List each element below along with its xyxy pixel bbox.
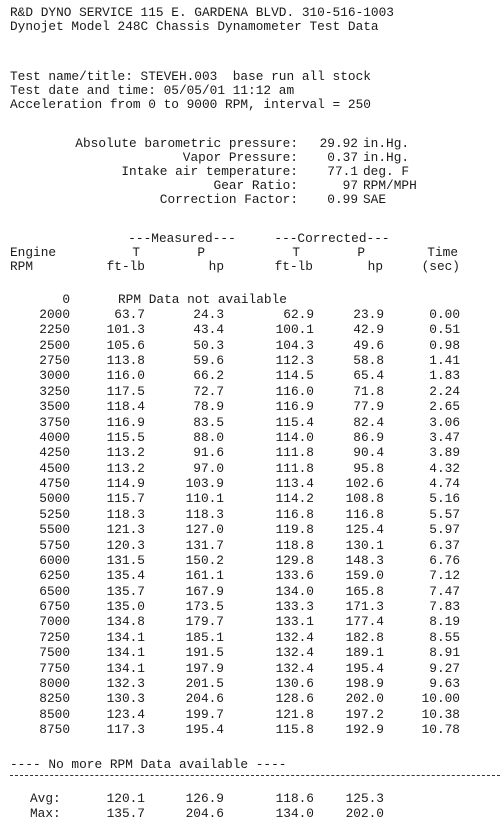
corrected-torque-cell: 111.8 <box>275 461 314 476</box>
measured-power-cell: 161.1 <box>185 568 224 583</box>
corrected-power-cell: 90.4 <box>353 445 384 460</box>
rpm-cell: 2750 <box>39 353 70 368</box>
sec-header: (sec) <box>421 259 460 274</box>
measured-torque-cell: 134.1 <box>106 661 145 676</box>
time-cell: 10.38 <box>421 707 460 722</box>
measured-torque-cell: 135.4 <box>106 568 145 583</box>
zero-rpm-note: RPM Data not available <box>118 292 287 307</box>
rpm-cell: 3250 <box>39 384 70 399</box>
measured-torque-cell: 118.4 <box>106 399 145 414</box>
time-cell: 2.65 <box>429 399 460 414</box>
corrected-power-cell: 159.0 <box>345 568 384 583</box>
time-cell: 8.19 <box>429 614 460 629</box>
condition-unit: RPM/MPH <box>363 178 417 193</box>
time-cell: 10.78 <box>421 722 460 737</box>
time-cell: 8.91 <box>429 645 460 660</box>
measured-power-cell: 50.3 <box>193 338 224 353</box>
corrected-power-cell: 95.8 <box>353 461 384 476</box>
measured-power-cell: 43.4 <box>193 322 224 337</box>
measured-torque-cell: 120.3 <box>106 538 145 553</box>
summary-label: Avg: <box>30 791 61 806</box>
measured-power-cell: 97.0 <box>193 461 224 476</box>
zero-rpm: 0 <box>62 292 70 307</box>
rpm-cell: 6000 <box>39 553 70 568</box>
measured-power-cell: 110.1 <box>185 491 224 506</box>
measured-torque-cell: 131.5 <box>106 553 145 568</box>
corrected-torque-cell: 116.0 <box>275 384 314 399</box>
measured-torque-cell: 134.8 <box>106 614 145 629</box>
measured-torque-cell: 134.1 <box>106 645 145 660</box>
time-cell: 3.06 <box>429 415 460 430</box>
measured-power-cell: 131.7 <box>185 538 224 553</box>
measured-power-cell: 197.9 <box>185 661 224 676</box>
measured-hp-header: hp <box>208 259 224 274</box>
rpm-cell: 8250 <box>39 691 70 706</box>
measured-torque-cell: 116.9 <box>106 415 145 430</box>
rpm-header: RPM <box>10 259 34 274</box>
measured-torque-cell: 113.2 <box>106 445 145 460</box>
condition-label: Gear Ratio: <box>213 178 298 193</box>
corrected-power-cell: 165.8 <box>345 584 384 599</box>
condition-value: 29.92 <box>319 136 358 151</box>
time-cell: 0.51 <box>429 322 460 337</box>
summary-value: 120.1 <box>106 791 145 806</box>
measured-power-cell: 66.2 <box>193 368 224 383</box>
corrected-power-cell: 171.3 <box>345 599 384 614</box>
corrected-torque-cell: 133.1 <box>275 614 314 629</box>
measured-power-cell: 201.5 <box>185 676 224 691</box>
corrected-torque-cell: 114.5 <box>275 368 314 383</box>
rpm-cell: 4000 <box>39 430 70 445</box>
corrected-torque-cell: 132.4 <box>275 661 314 676</box>
time-cell: 8.55 <box>429 630 460 645</box>
corrected-ftlb-header: ft-lb <box>274 259 313 274</box>
measured-power-cell: 59.6 <box>193 353 224 368</box>
measured-power-cell: 103.9 <box>185 476 224 491</box>
corrected-power-cell: 148.3 <box>345 553 384 568</box>
measured-power-cell: 191.5 <box>185 645 224 660</box>
time-cell: 4.74 <box>429 476 460 491</box>
corrected-torque-cell: 115.8 <box>275 722 314 737</box>
condition-label: Vapor Pressure: <box>182 150 298 165</box>
rpm-cell: 7250 <box>39 630 70 645</box>
condition-label: Intake air temperature: <box>121 164 298 179</box>
corrected-power-cell: 182.8 <box>345 630 384 645</box>
corrected-torque-cell: 119.8 <box>275 522 314 537</box>
rpm-cell: 5250 <box>39 507 70 522</box>
measured-power-cell: 195.4 <box>185 722 224 737</box>
measured-power-cell: 185.1 <box>185 630 224 645</box>
condition-value: 77.1 <box>327 164 358 179</box>
rpm-cell: 5000 <box>39 491 70 506</box>
time-cell: 5.97 <box>429 522 460 537</box>
measured-torque-cell: 132.3 <box>106 676 145 691</box>
end-of-data-note: ---- No more RPM Data available ---- <box>10 757 287 772</box>
rpm-cell: 2000 <box>39 307 70 322</box>
rpm-cell: 6250 <box>39 568 70 583</box>
rpm-cell: 2250 <box>39 322 70 337</box>
corrected-power-cell: 71.8 <box>353 384 384 399</box>
measured-power-cell: 204.6 <box>185 691 224 706</box>
measured-header: ---Measured--- <box>128 231 236 246</box>
condition-value: 0.37 <box>327 150 358 165</box>
corrected-header: ---Corrected--- <box>274 231 390 246</box>
time-cell: 6.76 <box>429 553 460 568</box>
corrected-torque-cell: 129.8 <box>275 553 314 568</box>
condition-label: Correction Factor: <box>159 192 298 207</box>
summary-value: 125.3 <box>345 791 384 806</box>
measured-t-header: T <box>132 245 140 260</box>
rpm-cell: 7000 <box>39 614 70 629</box>
time-cell: 7.12 <box>429 568 460 583</box>
measured-torque-cell: 105.6 <box>106 338 145 353</box>
corrected-power-cell: 86.9 <box>353 430 384 445</box>
measured-power-cell: 118.3 <box>185 507 224 522</box>
corrected-torque-cell: 116.8 <box>275 507 314 522</box>
time-cell: 5.16 <box>429 491 460 506</box>
measured-power-cell: 173.5 <box>185 599 224 614</box>
time-cell: 9.27 <box>429 661 460 676</box>
rpm-cell: 4250 <box>39 445 70 460</box>
rpm-cell: 2500 <box>39 338 70 353</box>
measured-ftlb-header: ft-lb <box>106 259 145 274</box>
measured-torque-cell: 123.4 <box>106 707 145 722</box>
dyno-model-header: Dynojet Model 248C Chassis Dynamometer Test Data <box>10 19 379 34</box>
corrected-torque-cell: 114.0 <box>275 430 314 445</box>
time-cell: 2.24 <box>429 384 460 399</box>
rpm-cell: 6750 <box>39 599 70 614</box>
time-cell: 0.00 <box>429 307 460 322</box>
corrected-torque-cell: 133.6 <box>275 568 314 583</box>
time-cell: 7.83 <box>429 599 460 614</box>
measured-power-cell: 72.7 <box>193 384 224 399</box>
measured-torque-cell: 135.7 <box>106 584 145 599</box>
time-cell: 3.89 <box>429 445 460 460</box>
corrected-torque-cell: 100.1 <box>275 322 314 337</box>
corrected-torque-cell: 118.8 <box>275 538 314 553</box>
corrected-torque-cell: 134.0 <box>275 584 314 599</box>
time-cell: 7.47 <box>429 584 460 599</box>
condition-unit: in.Hg. <box>363 150 410 165</box>
corrected-torque-cell: 133.3 <box>275 599 314 614</box>
acceleration-range: Acceleration from 0 to 9000 RPM, interval = 250 <box>10 97 371 112</box>
corrected-power-cell: 116.8 <box>345 507 384 522</box>
time-cell: 9.63 <box>429 676 460 691</box>
corrected-torque-cell: 104.3 <box>275 338 314 353</box>
condition-unit: SAE <box>363 192 387 207</box>
measured-torque-cell: 115.7 <box>106 491 145 506</box>
summary-value: 134.0 <box>275 806 314 821</box>
measured-torque-cell: 116.0 <box>106 368 145 383</box>
rpm-cell: 7500 <box>39 645 70 660</box>
corrected-power-cell: 197.2 <box>345 707 384 722</box>
corrected-power-cell: 189.1 <box>345 645 384 660</box>
test-name: Test name/title: STEVEH.003 base run all stock <box>10 69 371 84</box>
corrected-torque-cell: 115.4 <box>275 415 314 430</box>
engine-header: Engine <box>10 245 57 260</box>
condition-value: 97 <box>342 178 358 193</box>
corrected-power-cell: 198.9 <box>345 676 384 691</box>
time-cell: 3.47 <box>429 430 460 445</box>
time-header: Time <box>427 245 458 260</box>
corrected-torque-cell: 132.4 <box>275 630 314 645</box>
rpm-cell: 7750 <box>39 661 70 676</box>
corrected-power-cell: 58.8 <box>353 353 384 368</box>
measured-power-cell: 91.6 <box>193 445 224 460</box>
measured-torque-cell: 130.3 <box>106 691 145 706</box>
summary-value: 126.9 <box>185 791 224 806</box>
summary-value: 202.0 <box>345 806 384 821</box>
corrected-torque-cell: 114.2 <box>275 491 314 506</box>
corrected-torque-cell: 132.4 <box>275 645 314 660</box>
summary-value: 204.6 <box>185 806 224 821</box>
condition-unit: in.Hg. <box>363 136 410 151</box>
corrected-t-header: T <box>292 245 300 260</box>
corrected-torque-cell: 128.6 <box>275 691 314 706</box>
measured-power-cell: 83.5 <box>193 415 224 430</box>
summary-value: 118.6 <box>275 791 314 806</box>
corrected-torque-cell: 116.9 <box>275 399 314 414</box>
measured-torque-cell: 135.0 <box>106 599 145 614</box>
measured-power-cell: 199.7 <box>185 707 224 722</box>
rpm-cell: 5750 <box>39 538 70 553</box>
measured-torque-cell: 117.5 <box>106 384 145 399</box>
corrected-torque-cell: 112.3 <box>275 353 314 368</box>
corrected-power-cell: 42.9 <box>353 322 384 337</box>
corrected-power-cell: 130.1 <box>345 538 384 553</box>
rpm-cell: 6500 <box>39 584 70 599</box>
time-cell: 6.37 <box>429 538 460 553</box>
time-cell: 4.32 <box>429 461 460 476</box>
time-cell: 5.57 <box>429 507 460 522</box>
measured-power-cell: 150.2 <box>185 553 224 568</box>
corrected-power-cell: 177.4 <box>345 614 384 629</box>
rpm-cell: 3000 <box>39 368 70 383</box>
measured-power-cell: 24.3 <box>193 307 224 322</box>
measured-torque-cell: 115.5 <box>106 430 145 445</box>
corrected-torque-cell: 130.6 <box>275 676 314 691</box>
rpm-cell: 8000 <box>39 676 70 691</box>
measured-power-cell: 127.0 <box>185 522 224 537</box>
measured-torque-cell: 113.8 <box>106 353 145 368</box>
condition-label: Absolute barometric pressure: <box>75 136 298 151</box>
summary-label: Max: <box>30 806 61 821</box>
corrected-power-cell: 65.4 <box>353 368 384 383</box>
test-date: Test date and time: 05/05/01 11:12 am <box>10 83 295 98</box>
measured-power-cell: 167.9 <box>185 584 224 599</box>
rpm-cell: 8750 <box>39 722 70 737</box>
corrected-torque-cell: 121.8 <box>275 707 314 722</box>
rpm-cell: 3500 <box>39 399 70 414</box>
shop-header: R&D DYNO SERVICE 115 E. GARDENA BLVD. 310-516-1003 <box>10 5 394 20</box>
corrected-power-cell: 202.0 <box>345 691 384 706</box>
measured-torque-cell: 134.1 <box>106 630 145 645</box>
summary-value: 135.7 <box>106 806 145 821</box>
measured-p-header: P <box>197 245 205 260</box>
corrected-torque-cell: 62.9 <box>283 307 314 322</box>
rpm-cell: 8500 <box>39 707 70 722</box>
measured-torque-cell: 101.3 <box>106 322 145 337</box>
time-cell: 10.00 <box>421 691 460 706</box>
corrected-power-cell: 102.6 <box>345 476 384 491</box>
corrected-power-cell: 49.6 <box>353 338 384 353</box>
time-cell: 0.98 <box>429 338 460 353</box>
time-cell: 1.83 <box>429 368 460 383</box>
measured-torque-cell: 63.7 <box>114 307 145 322</box>
rpm-cell: 3750 <box>39 415 70 430</box>
corrected-p-header: P <box>357 245 365 260</box>
time-cell: 1.41 <box>429 353 460 368</box>
measured-power-cell: 88.0 <box>193 430 224 445</box>
corrected-power-cell: 192.9 <box>345 722 384 737</box>
measured-torque-cell: 121.3 <box>106 522 145 537</box>
corrected-power-cell: 23.9 <box>353 307 384 322</box>
corrected-power-cell: 125.4 <box>345 522 384 537</box>
condition-value: 0.99 <box>327 192 358 207</box>
corrected-torque-cell: 113.4 <box>275 476 314 491</box>
corrected-power-cell: 77.9 <box>353 399 384 414</box>
measured-torque-cell: 117.3 <box>106 722 145 737</box>
corrected-power-cell: 82.4 <box>353 415 384 430</box>
rpm-cell: 5500 <box>39 522 70 537</box>
divider <box>10 775 500 776</box>
measured-power-cell: 78.9 <box>193 399 224 414</box>
measured-torque-cell: 118.3 <box>106 507 145 522</box>
measured-torque-cell: 113.2 <box>106 461 145 476</box>
corrected-power-cell: 108.8 <box>345 491 384 506</box>
rpm-cell: 4750 <box>39 476 70 491</box>
measured-power-cell: 179.7 <box>185 614 224 629</box>
corrected-torque-cell: 111.8 <box>275 445 314 460</box>
corrected-power-cell: 195.4 <box>345 661 384 676</box>
measured-torque-cell: 114.9 <box>106 476 145 491</box>
rpm-cell: 4500 <box>39 461 70 476</box>
corrected-hp-header: hp <box>367 259 383 274</box>
condition-unit: deg. F <box>363 164 410 179</box>
